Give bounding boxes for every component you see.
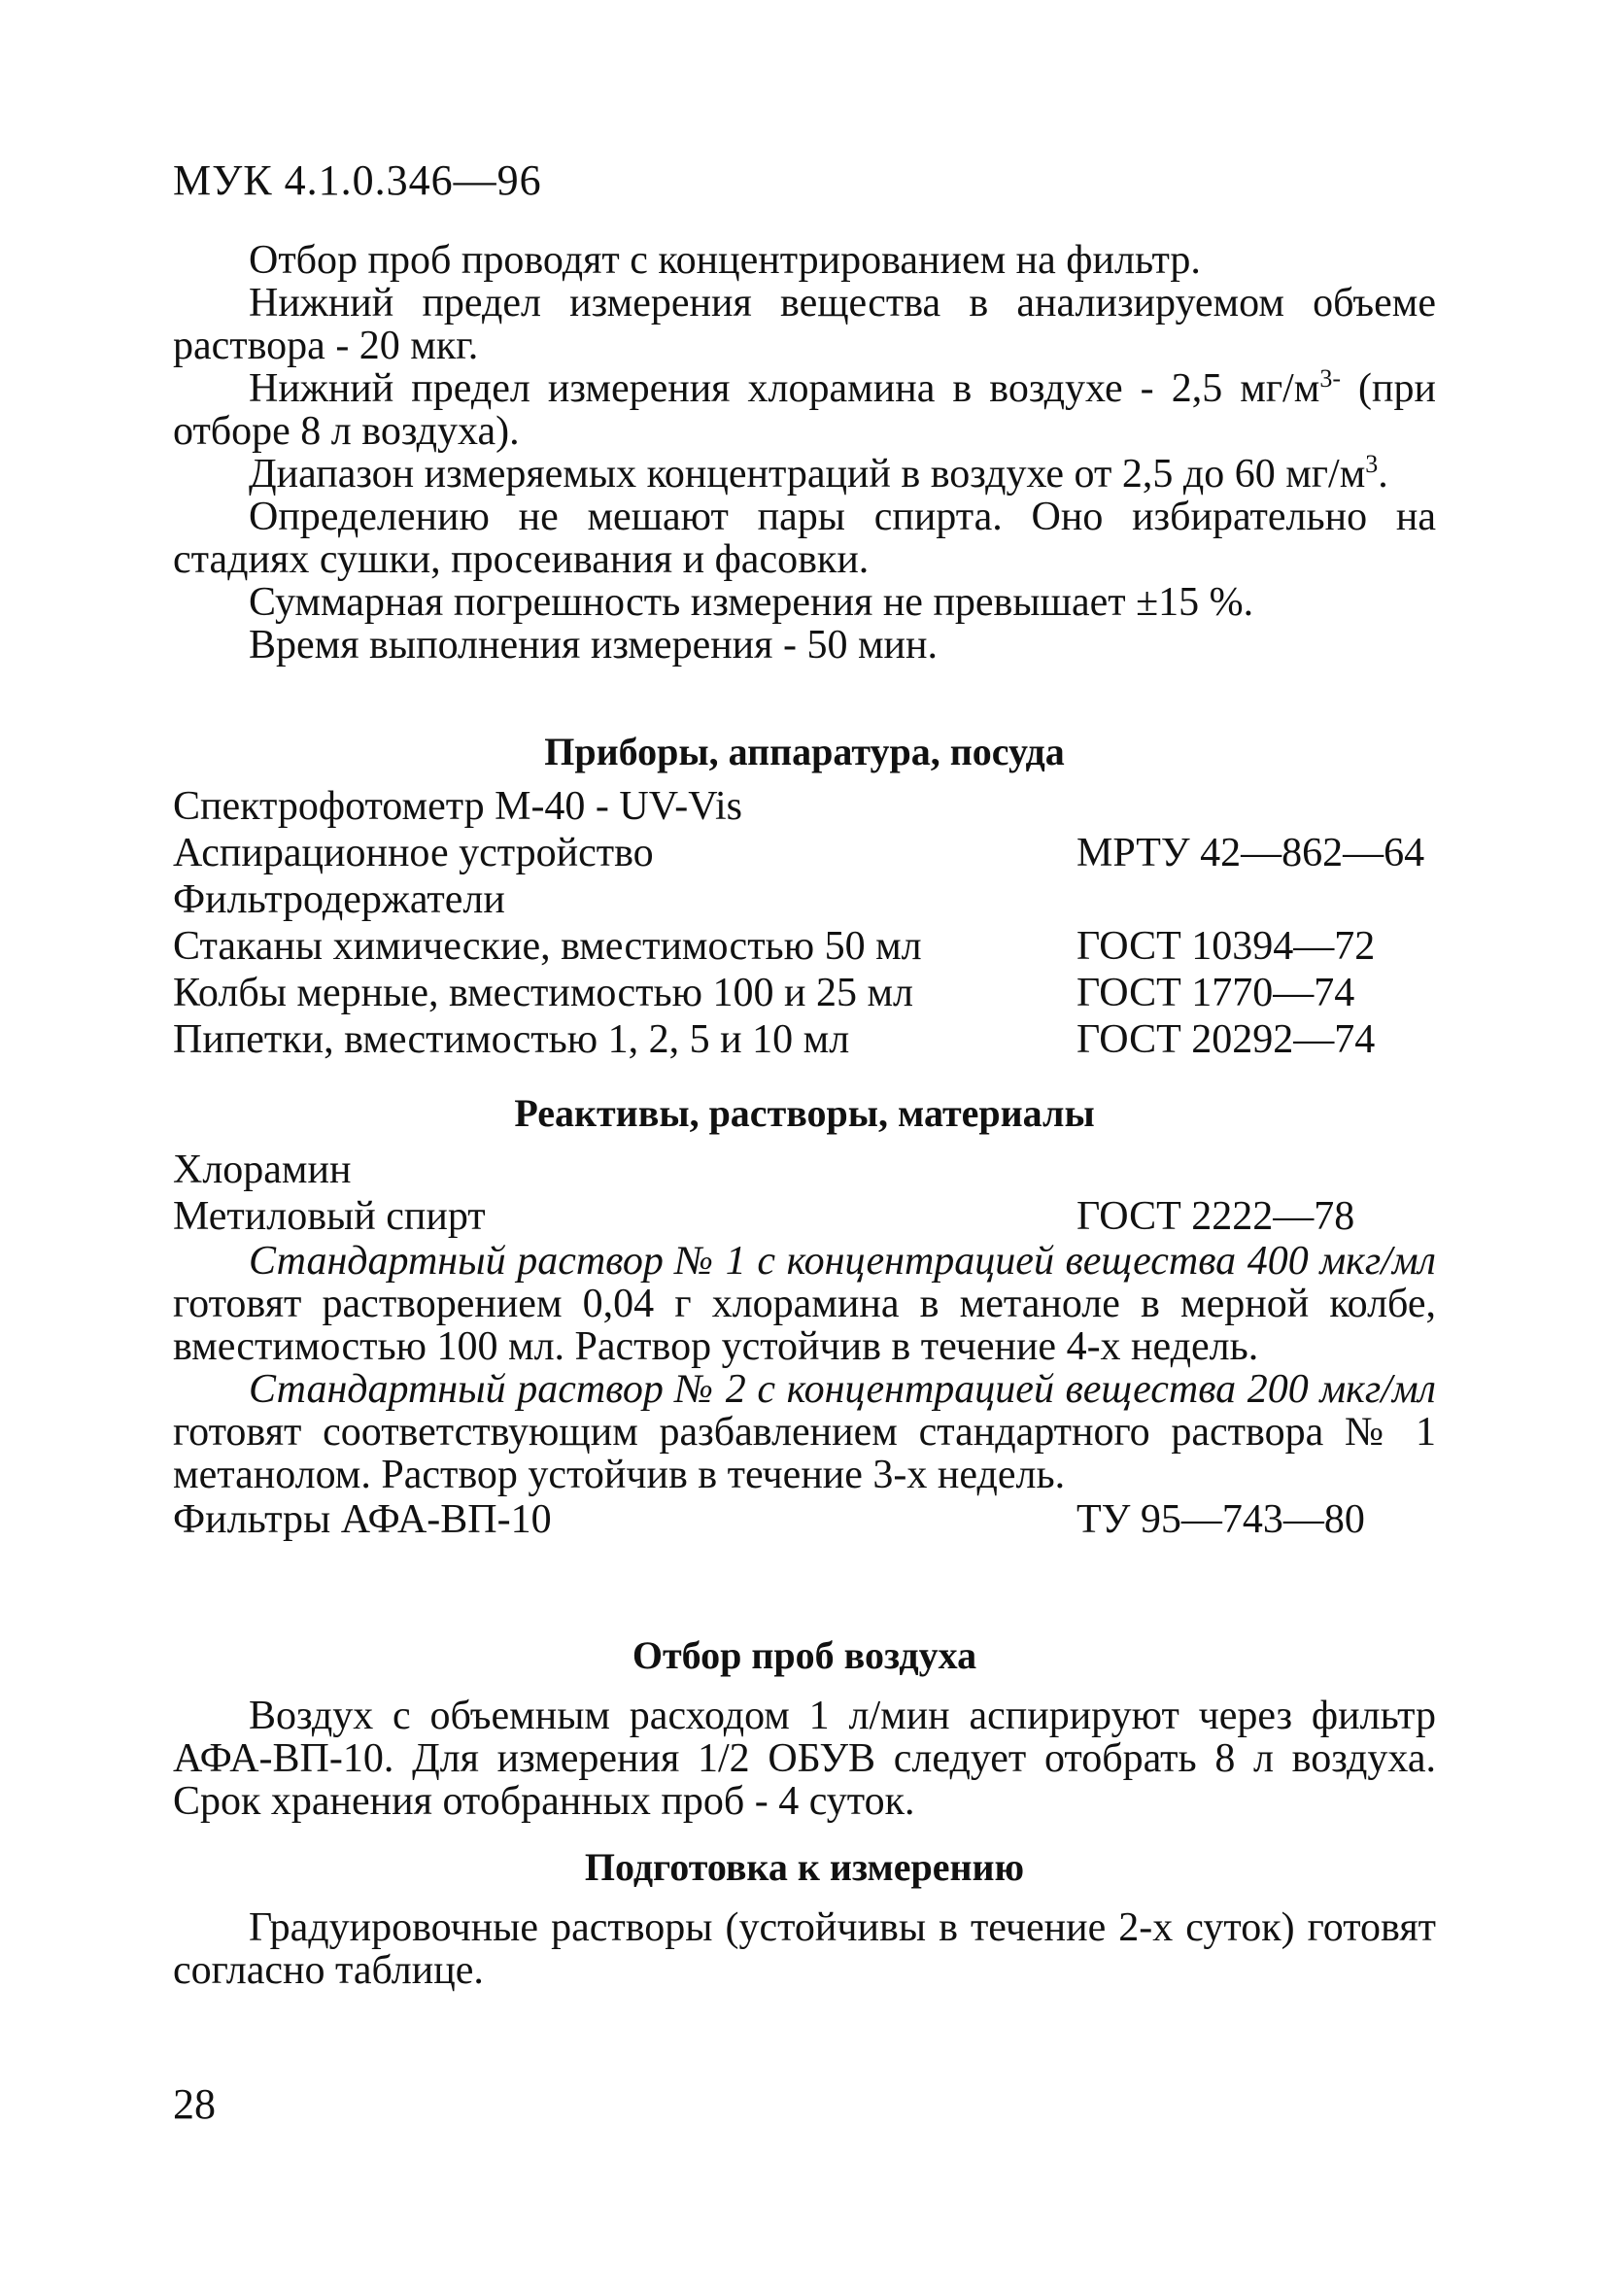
equipment-standard: ГОСТ 10394—72 [1076,924,1376,969]
intro-paragraph: Отбор проб проводят с концентрированием на фильтр. [249,238,1201,283]
superscript: 3- [1319,364,1341,393]
preparation-section [173,1846,1436,1992]
intro-text: . [1378,452,1388,497]
section-heading: Реактивы, растворы, материалы [514,1091,1095,1135]
intro-text: Нижний предел измерения хлорамина в воздухе - 2,5 мг/м [249,366,1320,411]
equipment-name: Колбы мерные, вместимостью 100 и 25 мл [173,971,913,1015]
intro-paragraph [173,450,1436,497]
section-heading: Отбор проб воздуха [632,1633,977,1677]
equipment-row [173,876,1436,923]
solution-text: готовят растворением 0,04 г хлорамина в метаноле в мерной колбе, вместимостью 100 мл. Раствор устойчив в течение 4-х недель. [173,1282,1436,1369]
equipment-standard: ГОСТ 1770—74 [1076,971,1355,1015]
equipment-name: Пипетки, вместимостью 1, 2, 5 и 10 мл [173,1017,850,1062]
reagent-name: Метиловый спирт [173,1194,486,1239]
equipment-standard: МРТУ 42—862—64 [1076,831,1425,875]
intro-paragraph: Время выполнения измерения - 50 мин. [249,623,938,668]
equipment-name: Стаканы химические, вместимостью 50 мл [173,924,922,969]
reagent-name: Фильтры АФА-ВП-10 [173,1497,552,1542]
intro-paragraph: Определению не мешают пары спирта. Оно избирательно на стадиях сушки, просеивания и фасовки. [173,495,1436,582]
equipment-standard: ГОСТ 20292—74 [1076,1017,1376,1062]
sampling-section [173,1634,1436,1823]
reagents-section [173,1092,1436,1543]
intro-text: (при отборе 8 л воздуха). [173,366,1436,454]
superscript: 3 [1365,450,1379,478]
section-heading: Приборы, аппаратура, посуда [544,730,1065,773]
reagent-row [173,1193,1436,1240]
solution-text: готовят соответствующим разбавлением стандартного раствора № 1 метанолом. Раствор устойчив в течение 3-х недель. [173,1410,1436,1497]
reagent-row [173,1496,1436,1543]
reagent-row [173,1147,1436,1193]
equipment-name: Спектрофотометр М-40 - UV-Vis [173,784,743,829]
standard-solution-1 [173,1240,1436,1368]
section-heading: Подготовка к измерению [584,1845,1025,1889]
equipment-row [173,923,1436,970]
equipment-section [173,731,1436,1063]
equipment-row [173,970,1436,1016]
equipment-row [173,1016,1436,1063]
preparation-paragraph: Градуировочные растворы (устойчивы в течение 2-х суток) готовят согласно таблице. [173,1905,1436,1993]
solution-title: Стандартный раствор № 1 с концентрацией вещества 400 мкг/мл [249,1239,1436,1284]
equipment-row [173,830,1436,876]
intro-paragraph: Суммарная погрешность измерения не превышает ±15 %. [249,580,1254,625]
solution-title: Стандартный раствор № 2 с концентрацией вещества 200 мкг/мл [249,1367,1436,1412]
reagent-standard: ТУ 95—743—80 [1076,1497,1365,1542]
intro-section [173,239,1436,667]
sampling-paragraph: Воздух с объемным расходом 1 л/мин аспирируют через фильтр АФА-ВП-10. Для измерения 1/2 ОБУВ следует отобрать 8 л воздуха. Срок хранения отобранных проб - 4 суток. [173,1694,1436,1824]
intro-text: Диапазон измеряемых концентраций в воздухе от 2,5 до 60 мг/м [249,452,1366,497]
reagent-standard: ГОСТ 2222—78 [1076,1194,1355,1239]
standard-solution-2 [173,1368,1436,1496]
intro-paragraph: Нижний предел измерения вещества в анализируемом объеме раствора - 20 мкг. [173,281,1436,368]
equipment-name: Аспирационное устройство [173,831,654,875]
intro-paragraph [173,364,1436,454]
equipment-row [173,783,1436,830]
equipment-name: Фильтродержатели [173,877,505,922]
page-number: 28 [173,2080,216,2128]
document-code: МУК 4.1.0.346—96 [173,156,542,204]
reagent-name: Хлорамин [173,1148,352,1192]
